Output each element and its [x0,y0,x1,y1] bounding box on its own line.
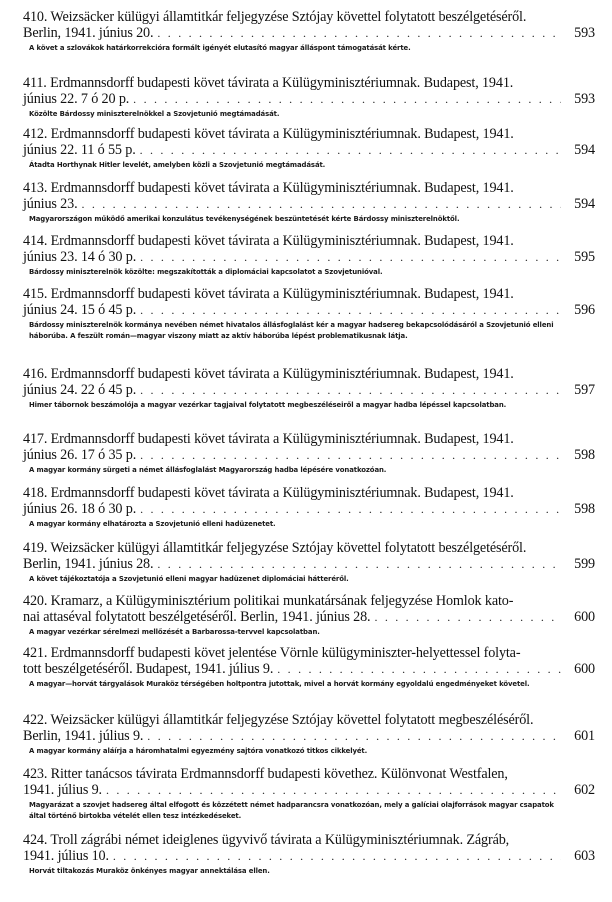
toc-entry-414 [23,233,595,278]
toc-entry-419 [23,540,595,585]
entry-title: 416. Erdmannsdorff budapesti követ távirata a Külügyminisztériumnak. Budapest, 1941. [23,366,514,382]
toc-entry-411 [23,75,595,120]
page-number: 600 [574,661,595,677]
dot-leader [136,302,561,318]
entry-title: 412. Erdmannsdorff budapesti követ távirata a Külügyminisztériumnak. Budapest, 1941. [23,126,514,142]
toc-entry-413 [23,180,595,225]
page-number: 603 [574,848,595,864]
toc-entry-416 [23,366,595,411]
page-number: 598 [574,447,595,463]
entry-title: 424. Troll zágrábi német ideiglenes ügyvivő távirata a Külügyminisztériumnak. Zágráb, [23,832,510,848]
entry-summary: A magyar kormány aláírja a háromhatalmi egyezmény sajtóra vonatkozó titkos cikkelyét. [29,747,368,755]
page-number: 594 [574,196,595,212]
entry-summary: Magyarországon működő amerikai konzulátus tevékenységének beszüntetését kérte Bárdossy miniszterelnöktől. [29,215,460,223]
dot-leader [136,501,561,517]
entry-title: 415. Erdmannsdorff budapesti követ távirata a Külügyminisztériumnak. Budapest, 1941. [23,286,514,302]
entry-summary: A magyar vezérkar sérelmezi mellőzését a Barbarossa-tervvel kapcsolatban. [29,628,320,636]
toc-entry-421 [23,645,595,690]
entry-date: június 26. 17 ó 35 p. [23,447,137,463]
dot-leader [273,661,561,677]
entry-summary: A követ a szlovákok határkorrekcióra formált igényét elutasító magyar álláspont támogatását kérte. [29,44,411,52]
entry-summary: A magyar kormány sürgeti a német állásfoglalást Magyarország hadba lépésére vonatkozóan. [29,466,387,474]
entry-date: nai attaséval folytatott beszélgetéséről. Berlin, 1941. június 28. [23,609,371,625]
dot-leader [102,782,561,798]
entry-title: 414. Erdmannsdorff budapesti követ távirata a Külügyminisztériumnak. Budapest, 1941. [23,233,514,249]
entry-summary: A magyar kormány elhatározta a Szovjetunió elleni hadüzenetet. [29,520,276,528]
page-number: 601 [574,728,595,744]
page-number: 594 [574,142,595,158]
entry-date: Berlin, 1941. június 20. [23,25,154,41]
dot-leader [153,556,561,572]
toc-entry-422 [23,712,595,757]
entry-title: 411. Erdmannsdorff budapesti követ távirata a Külügyminisztériumnak. Budapest, 1941. [23,75,514,91]
page-number: 602 [574,782,595,798]
toc-entry-424 [23,832,595,877]
dot-leader [109,848,561,864]
dot-leader [136,447,561,463]
dot-leader [136,249,561,265]
entry-date: Berlin, 1941. július 9. [23,728,144,744]
entry-title: 410. Weizsäcker külügyi államtitkár feljegyzése Sztójay követtel folytatott beszélgetéséről. [23,9,527,25]
entry-date: június 24. 22 ó 45 p. [23,382,137,398]
page-number: 593 [574,91,595,107]
entry-summary: Közölte Bárdossy miniszterelnökkel a Szovjetunió megtámadását. [29,110,280,118]
dot-leader [129,91,561,107]
page-number: 598 [574,501,595,517]
page-number: 600 [574,609,595,625]
entry-summary: A követ tájékoztatója a Szovjetunió elleni magyar hadüzenet diplomáciai hátteréről. [29,575,349,583]
toc-entry-410 [23,9,595,54]
page-number: 596 [574,302,595,318]
dot-leader [136,142,561,158]
entry-summary: Bárdossy miniszterelnök közölte: megszakították a diplomáciai kapcsolatot a Szovjetunióval. [29,268,383,276]
entry-date: június 24. 15 ó 45 p. [23,302,137,318]
entry-date: 1941. július 9. [23,782,102,798]
entry-date: 1941. július 10. [23,848,109,864]
dot-leader [143,728,561,744]
dot-leader [136,382,561,398]
entry-date: június 22. 11 ó 55 p. [23,142,136,158]
dot-leader [370,609,561,625]
entry-date: június 23. 14 ó 30 p. [23,249,137,265]
page-number: 595 [574,249,595,265]
entry-title: 423. Ritter tanácsos távirata Erdmannsdorff budapesti követhez. Különvonat Westfalen, [23,766,508,782]
toc-entry-420 [23,593,595,638]
toc-entry-412 [23,126,595,171]
entry-title: 419. Weizsäcker külügyi államtitkár feljegyzése Sztójay követtel folytatott beszélgetéséről. [23,540,527,556]
entry-title: 417. Erdmannsdorff budapesti követ távirata a Külügyminisztériumnak. Budapest, 1941. [23,431,514,447]
page-number: 593 [574,25,595,41]
entry-title: 420. Kramarz, a Külügyminisztérium politikai munkatársának feljegyzése Homlok kato- [23,593,514,609]
entry-date: Berlin, 1941. június 28. [23,556,154,572]
entry-title: 422. Weizsäcker külügyi államtitkár feljegyzése Sztójay követtel folytatott megbeszéléséről. [23,712,534,728]
toc-entry-418 [23,485,595,530]
page-number: 599 [574,556,595,572]
entry-summary: Horvát tiltakozás Muraköz önkényes magyar annektálása ellen. [29,867,270,875]
entry-summary: A magyar—horvát tárgyalások Muraköz térségében holtpontra jutottak, mivel a horvát kormány egyoldalú engedményeket követel. [29,680,530,688]
entry-date: június 26. 18 ó 30 p. [23,501,137,517]
entry-title: 421. Erdmannsdorff budapesti követ jelentése Vörnle külügyminiszter-helyettessel folyta- [23,645,521,661]
entry-summary: Himer tábornok beszámolója a magyar vezérkar tagjaival folytatott megbeszéléseiről a magyar hadba lépéssel kapcsolatban. [29,401,507,409]
dot-leader [77,196,561,212]
toc-entry-417 [23,431,595,476]
entry-date: tott beszélgetéséről. Budapest, 1941. július 9. [23,661,274,677]
entry-title: 418. Erdmannsdorff budapesti követ távirata a Külügyminisztériumnak. Budapest, 1941. [23,485,514,501]
entry-summary: Magyarázat a szovjet hadsereg által elfogott és közzétett német hadparancsra vonatkozóan, mely a galíciai olajforrások magyar csapatok által történő birtokba vételét ellen tesz intézkedéseket. [29,801,554,820]
page-number: 597 [574,382,595,398]
entry-summary: Átadta Horthynak Hitler levelét, amelyben közli a Szovjetunió megtámadását. [29,161,326,169]
entry-title: 413. Erdmannsdorff budapesti követ távirata a Külügyminisztériumnak. Budapest, 1941. [23,180,514,196]
toc-entry-423 [23,766,595,822]
entry-date: június 23. [23,196,78,212]
entry-summary: Bárdossy miniszterelnök kormánya nevében német hivatalos állásfoglalást kér a magyar hadsereg bekapcsolódásáról a Szovjetunió elleni háborúba. A feszült román—magyar viszony miatt az aktív háborúba lépést problematikusnak látja. [29,321,554,340]
toc-entry-415 [23,286,595,342]
entry-date: június 22. 7 ó 20 p. [23,91,130,107]
dot-leader [153,25,561,41]
